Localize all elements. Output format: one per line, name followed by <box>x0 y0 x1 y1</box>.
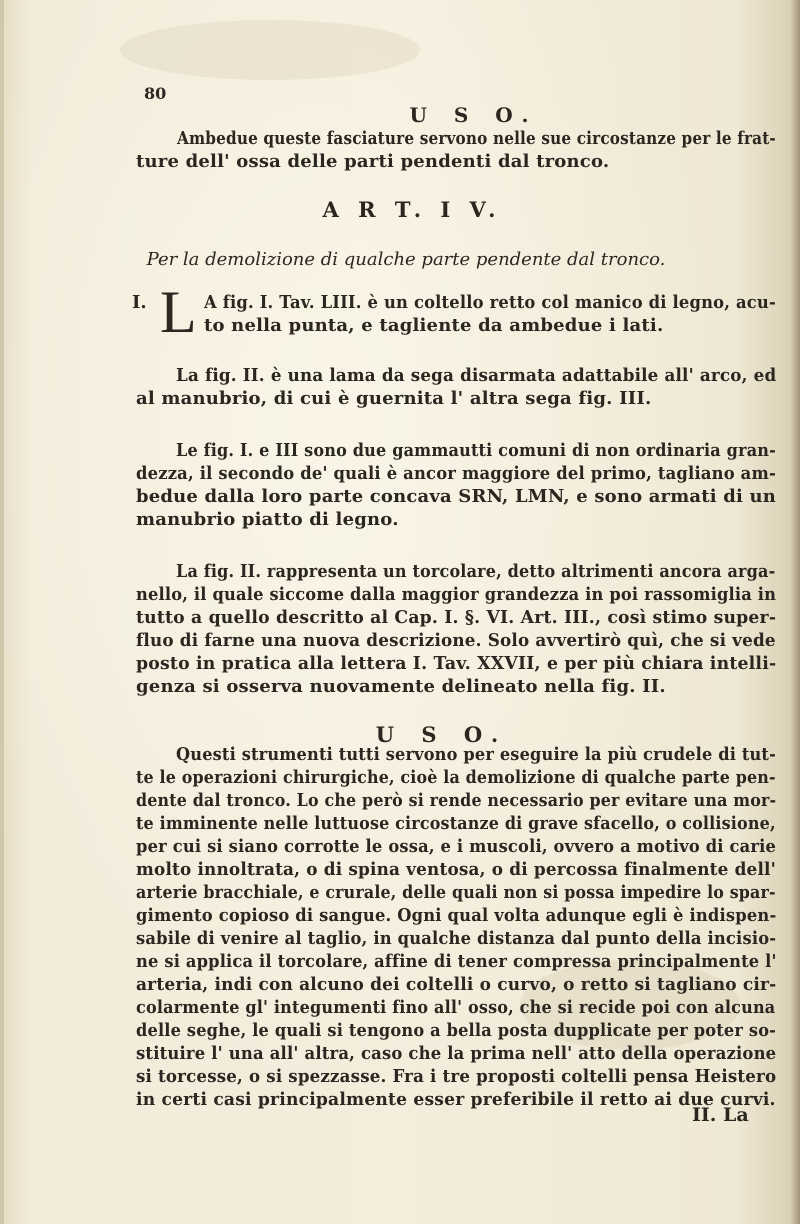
text-line: colarmente gl' integumenti fino all' osso, che si recide poi con alcuna <box>136 997 776 1018</box>
text-line: al manubrio, di cui è guernita l' altra sega fig. III. <box>136 388 652 409</box>
article-subtitle: Per la demolizione di qualche parte pendente dal tronco. <box>146 249 666 270</box>
page-fore-edge <box>790 0 800 1224</box>
section-heading: U S O. <box>375 722 509 747</box>
text-line: La fig. II. è una lama da sega disarmata adattabile all' arco, ed <box>176 365 777 386</box>
text-line: si torcesse, o si spezzasse. Fra i tre proposti coltelli pensa Heistero <box>136 1066 777 1087</box>
text-line: per cui si siano corrotte le ossa, e i muscoli, ovvero a motivo di carie <box>136 836 777 857</box>
text-line: tutto a quello descritto al Cap. I. §. VI. Art. III., così stimo super- <box>136 607 777 628</box>
text-line: delle seghe, le quali si tengono a bella posta dupplicate per poter so- <box>136 1020 777 1041</box>
text-line: La fig. II. rappresenta un torcolare, detto altrimenti ancora arga- <box>176 561 776 582</box>
text-line: posto in pratica alla lettera I. Tav. XXVII, e per più chiara intelli- <box>136 653 777 674</box>
text-line: bedue dalla loro parte concava SRN, LMN, e sono armati di un <box>136 486 776 507</box>
text-line: to nella punta, e tagliente da ambedue i lati. <box>204 315 664 336</box>
text-line: arterie bracchiale, e crurale, delle quali non si possa impedire lo spar- <box>136 882 776 903</box>
page-gutter-edge <box>0 0 4 1224</box>
paper-stain <box>120 20 420 80</box>
text-line: dezza, il secondo de' quali è ancor maggiore del primo, tagliano am- <box>136 463 776 484</box>
text-line: sabile di venire al taglio, in qualche distanza dal punto della incisio- <box>136 928 777 949</box>
text-line: te le operazioni chirurgiche, cioè la demolizione di qualche parte pen- <box>136 767 776 788</box>
text-line: Le fig. I. e III sono due gammautti comuni di non ordinaria gran- <box>176 440 776 461</box>
drop-cap: L <box>160 279 197 345</box>
text-line: te imminente nelle luttuose circostanze di grave sfacello, o collisione, <box>136 813 776 834</box>
text-line: Ambedue queste fasciature servono nelle sue circostanze per le frat- <box>177 128 776 149</box>
text-line: genza si osserva nuovamente delineato nella fig. II. <box>136 676 666 697</box>
text-line: nello, il quale siccome dalla maggior grandezza in poi rassomiglia in <box>136 584 777 605</box>
text-line: stituire l' una all' altra, caso che la prima nell' atto della operazione <box>136 1043 777 1064</box>
text-line: molto innoltrata, o di spina ventosa, o di percossa finalmente dell' <box>136 859 776 880</box>
text-line: dente dal tronco. Lo che però si rende necessario per evitare una mor- <box>136 790 777 811</box>
article-heading: A R T. I V. <box>322 197 502 222</box>
text-line: ne si applica il torcolare, affine di tener compressa principalmente l' <box>136 951 777 972</box>
text-line: manubrio piatto di legno. <box>136 509 399 530</box>
page-number: 80 <box>144 84 167 103</box>
text-line: fluo di farne una nuova descrizione. Solo avvertirò quì, che si vede <box>136 630 776 651</box>
catchword: II. La <box>692 1104 749 1126</box>
text-line: gimento copioso di sangue. Ogni qual volta adunque egli è indispen- <box>136 905 777 926</box>
text-line: arteria, indi con alcuno dei coltelli o curvo, o retto si tagliano cir- <box>136 974 777 995</box>
section-number: I. <box>132 292 147 313</box>
running-heading: U S O. <box>409 103 539 127</box>
text-line: Questi strumenti tutti servono per eseguire la più crudele di tut- <box>176 744 776 765</box>
text-line: in certi casi principalmente esser preferibile il retto ai due curvi. <box>136 1089 776 1110</box>
text-line: ture dell' ossa delle parti pendenti dal tronco. <box>136 151 610 172</box>
text-line: A fig. I. Tav. LIII. è un coltello retto col manico di legno, acu- <box>204 292 776 313</box>
